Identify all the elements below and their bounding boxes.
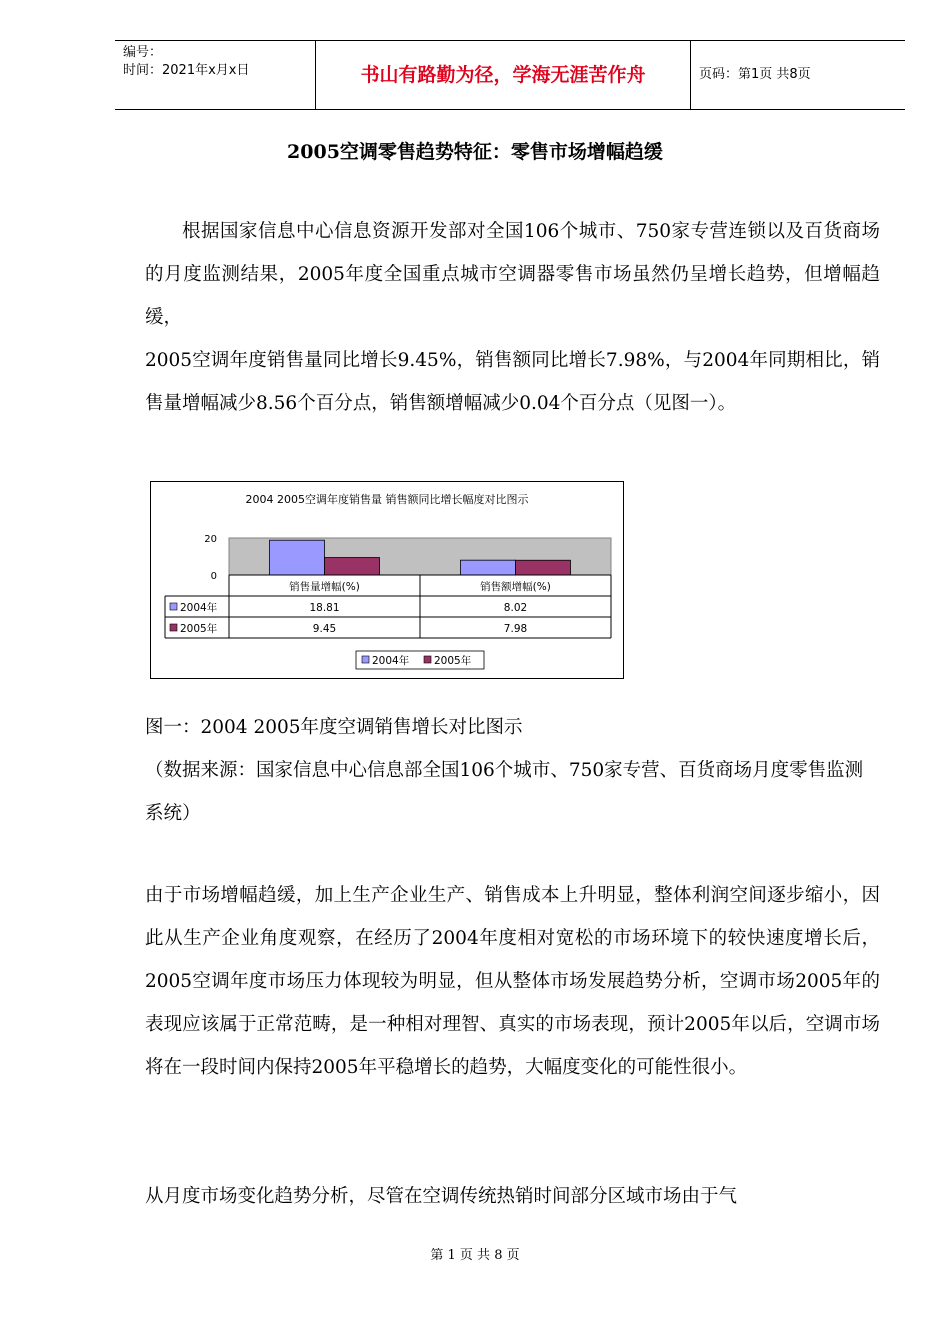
number-label: 编号： [123, 45, 163, 60]
paragraph-2-text: 由于市场增幅趋缓，加上生产企业生产、销售成本上升明显，整体利润空间逐步缩小，因此从生产企业角度观察，在经历了2004年度相对宽松的市场环境下的较快速度增长后，2005空调年度市场压力体现较为明显，但从整体市场发展趋势分析，空调市场2005年的表现应该属于正常范畴，是一种相对理智、真实的市场表现，预计2005年以后，空调市场将在一段时间内保持2005年平稳增长的趋势，大幅度变化的可能性很小。 [145, 885, 880, 1078]
legend-swatch-1 [424, 656, 431, 663]
table-swatch-1 [170, 624, 177, 631]
header-table [115, 40, 905, 110]
legend-label-0: 2004年 [372, 655, 410, 667]
bar-2005-1 [516, 560, 571, 575]
y-tick-0: 0 [210, 571, 217, 582]
caption-title: 图一：2004 2005年度空调销售增长对比图示 [145, 717, 523, 738]
category-label-0: 销售量增幅(%) [289, 581, 360, 593]
legend-swatch-0 [362, 656, 369, 663]
bar-2004-0 [270, 540, 325, 575]
paragraph-3-text: 从月度市场变化趋势分析，尽管在空调传统热销时间部分区域市场由于气 [145, 1186, 738, 1207]
figure-caption [145, 706, 880, 835]
caption-source: （数据来源：国家信息中心信息部全国106个城市、750家专营、百货商场月度零售监测系统） [145, 760, 864, 824]
paragraph-2 [145, 874, 880, 1089]
bar-2004-1 [461, 560, 516, 575]
paragraph-1-stats: 2005空调年度销售量同比增长9.45%，销售额同比增长7.98%，与2004年同期相比，销售量增幅减少8.56个百分点，销售额增幅减少0.04个百分点（见图一）。 [145, 350, 880, 414]
table-value-1-0: 9.45 [312, 623, 337, 635]
page-footer: 第 1 页 共 8 页 [430, 1248, 520, 1263]
paragraph-1-text: 根据国家信息中心信息资源开发部对全国106个城市、750家专营连锁以及百货商场的月度监测结果，2005年度全国重点城市空调器零售市场虽然仍呈增长趋势，但增幅趋缓， [145, 221, 880, 328]
bar-2005-0 [325, 558, 380, 575]
chart-title: 2004 2005空调年度销售量 销售额同比增长幅度对比图示 [245, 493, 529, 506]
chart-svg [151, 482, 623, 678]
table-value-1-1: 7.98 [503, 623, 528, 635]
category-label-1: 销售额增幅(%) [480, 581, 551, 593]
y-tick-20: 20 [204, 534, 217, 545]
paragraph-3 [145, 1175, 880, 1218]
table-value-0-1: 8.02 [503, 602, 528, 614]
legend-label-1: 2005年 [434, 655, 472, 667]
growth-chart [150, 481, 624, 679]
table-series-label-0: 2004年 [180, 602, 218, 614]
header-info [115, 41, 315, 109]
document-title: 2005空调零售趋势特征：零售市场增幅趋缓 [287, 141, 663, 163]
table-swatch-0 [170, 603, 177, 610]
motto: 书山有路勤为径，学海无涯苦作舟 [315, 41, 691, 109]
time-label: 时间：2021年x月x日 [123, 63, 250, 78]
paragraph-1 [145, 210, 880, 425]
table-series-label-1: 2005年 [180, 623, 218, 635]
page-label: 页码：第1页 共8页 [699, 67, 811, 82]
table-value-0-0: 18.81 [309, 602, 340, 614]
